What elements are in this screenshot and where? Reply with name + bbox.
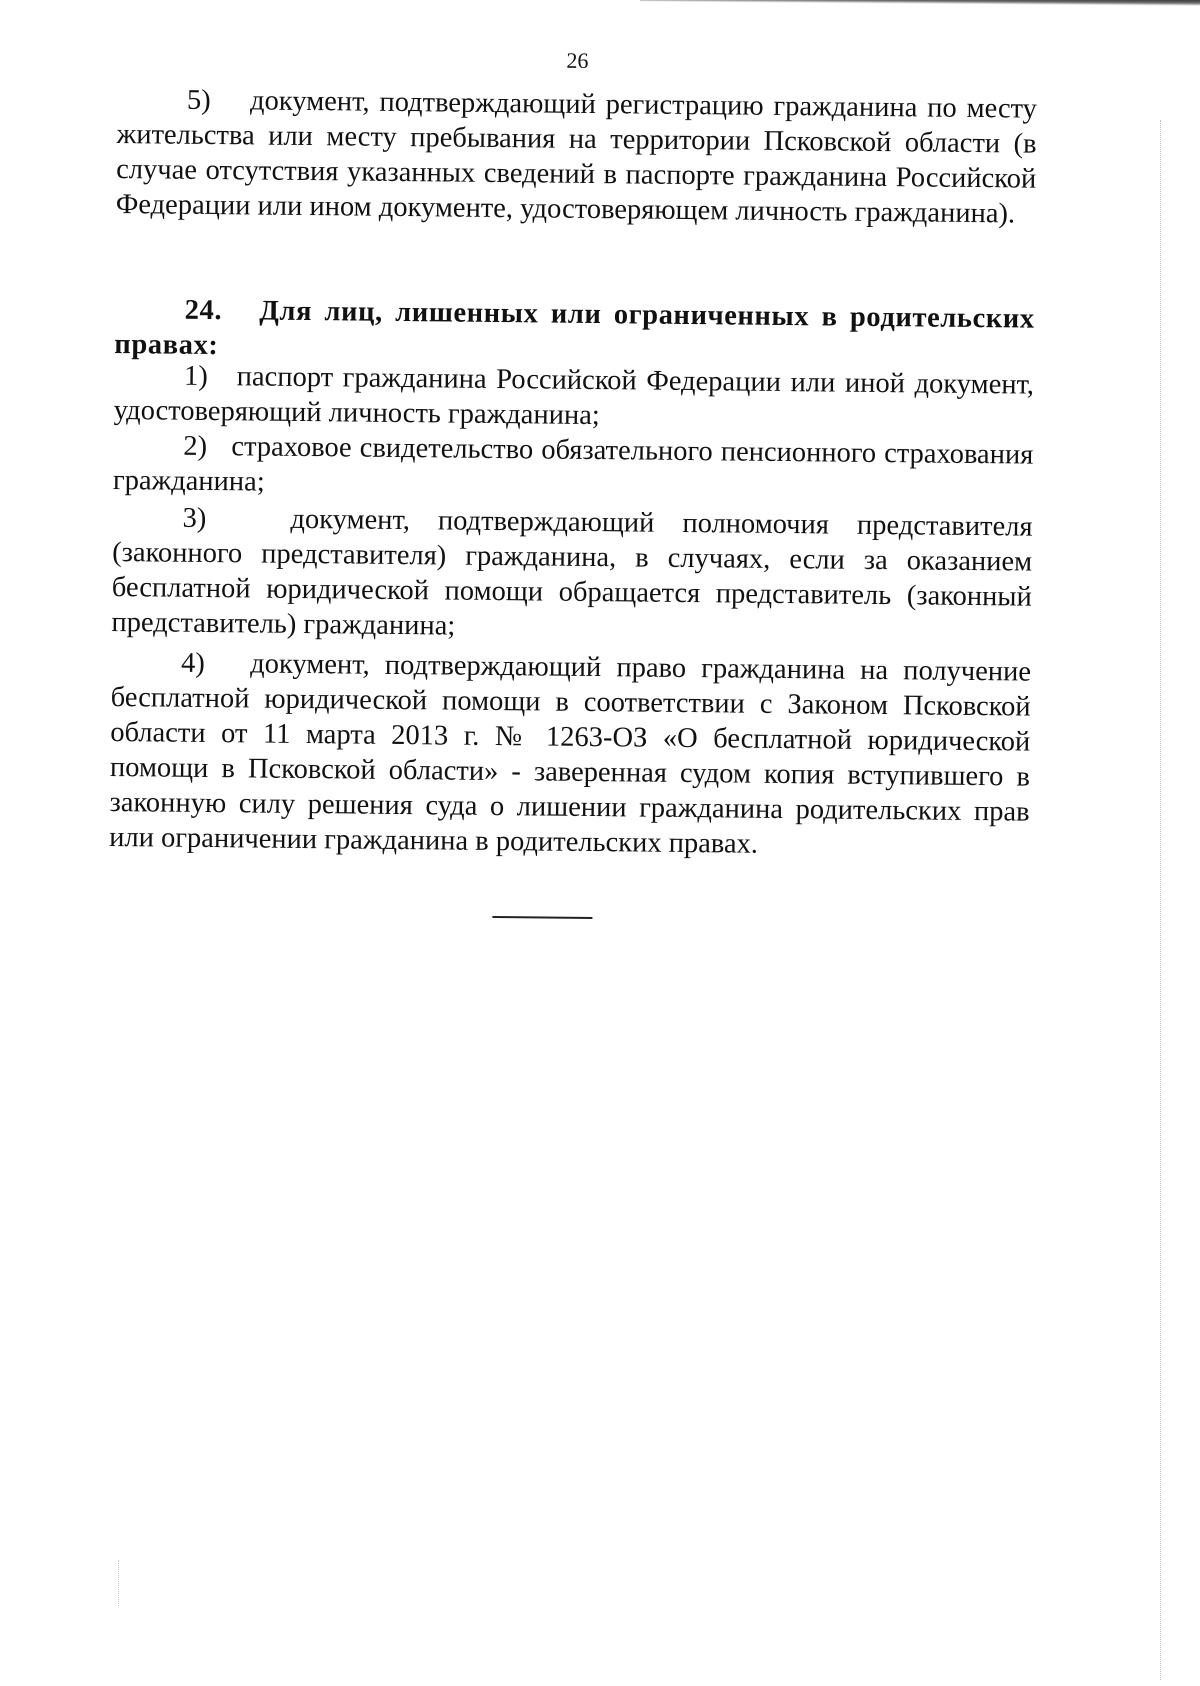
paragraph-item-2-insurance: 2) страховое свидетельство обязательного пенсионного страхования гражданина; [112, 430, 1034, 498]
section-heading-24: 24. Для лиц, лишенных или ограниченных в родительских правах: [114, 294, 1035, 362]
page-number: 26 [566, 47, 589, 73]
end-of-text-rule [492, 916, 592, 919]
scan-margin-mark [118, 1560, 120, 1606]
paragraph-item-4-court-decision: 4) документ, подтверждающий право гражданина на получение бесплатной юридической помощи в соответствии с Законом Псковской области от 11 марта 2013 г. № 1263-ОЗ «О бесплатной юридической помощи в Псковской области» - заверенная судом копия вступившего в законную силу решения суда о лишении гражданина родительских прав или ограничении гражданина в родительских правах. [109, 647, 1032, 860]
scan-edge-shadow [640, 0, 1200, 6]
paragraph-item-5-registration: 5) документ, подтверждающий регистрацию гражданина по месту жительства или месту пребывания на территории Псковской области (в случае отсутствия указанных сведений в паспорте гражданина Российской Федерации или ином документе, удостоверяющем личность гражданина). [115, 84, 1038, 230]
scan-edge-right [1160, 120, 1162, 1680]
paragraph-item-3-representative: 3) документ, подтверждающий полномочия представителя (законного представителя) гражданина, в случаях, если за оказанием бесплатной юридической помощи обращается представитель (законный представитель) гражданина; [111, 502, 1033, 642]
paragraph-item-1-passport: 1) паспорт гражданина Российской Федерации или иной документ, удостоверяющий личность гражданина; [113, 360, 1035, 432]
